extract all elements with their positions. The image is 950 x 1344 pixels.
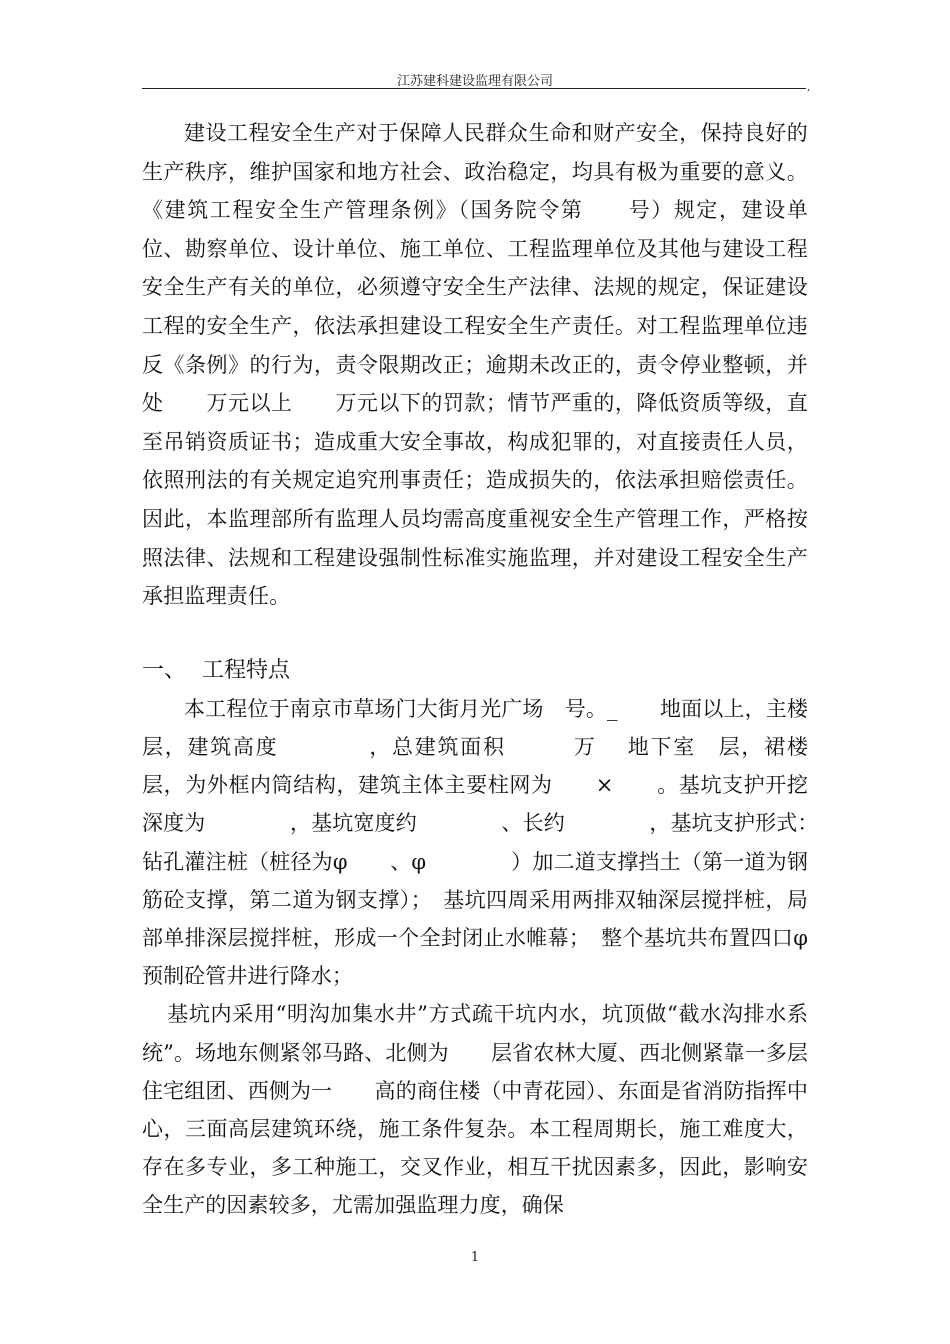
project-features-paragraph-2: 基坑内采用“明沟加集水井”方式疏干坑内水，坑顶做“截水沟排水系统”。场地东侧紧邻马路、北侧为 层省农林大厦、西北侧紧靠一多层住宅组团、西侧为一 高的商住楼（中青花园）、东面是省消防指挥中心，三面高层建筑环绕，施工条件复杂。本工程周期长，施工难度大，存在多专业，多工种施工，交叉作业，相互干扰因素多，因此，影响安全生产的因素较多，尤需加强监理力度，确保 — [142, 1002, 808, 1218]
header-company-name: 江苏建科建设监理有限公司 — [396, 74, 553, 89]
section-heading — [142, 652, 808, 690]
page-number: 1 — [470, 1250, 480, 1265]
header-rule — [142, 88, 806, 89]
section-number: 一、 — [142, 657, 187, 683]
section-title: 工程特点 — [202, 657, 291, 683]
header-mark: , — [807, 82, 811, 93]
intro-paragraph: 建设工程安全生产对于保障人民群众生命和财产安全，保持良好的生产秩序，维护国家和地方社会、政治稳定，均具有极为重要的意义。《建筑工程安全生产管理条例》（国务院令第 号）规定，建设单位、勘察单位、设计单位、施工单位、工程监理单位及其他与建设工程安全生产有关的单位，必须遵守安全生产法律、法规的规定，保证建设工程的安全生产，依法承担建设工程安全生产责任。对工程监理单位违反《条例》的行为，责令限期改正；逾期未改正的，责令停业整顿，并处 万元以上 万元以下的罚款；情节严重的，降低资质等级，直至吊销资质证书；造成重大安全事故，构成犯罪的，对直接责任人员，依照刑法的有关规定追究刑事责任；造成损失的，依法承担赔偿责任。因此，本监理部所有监理人员均需高度重视安全生产管理工作，严格按照法律、法规和工程建设强制性标准实施监理，并对建设工程安全生产承担监理责任。 — [142, 121, 808, 609]
project-features-paragraph-1: 本工程位于南京市草场门大街月光广场 号。_ 地面以上，主楼 层，建筑高度 ，总建筑面积 万 地下室 层，裙楼 层，为外框内筒结构，建筑主体主要柱网为 × 。基坑支护开挖深度为 ，基坑宽度约 、长约 ，基坑支护形式： 钻孔灌注桩（桩径为φ 、φ ）加二道支撑挡土（第一道为钢筋砼支撑，第二道为钢支撑）； 基坑四周采用两排双轴深层搅拌桩，局部单排深层搅拌桩，形成一个全封闭止水帷幕； 整个基坑共布置四口φ 预制砼管井进行降水； — [142, 696, 872, 989]
document-body — [142, 114, 872, 1225]
